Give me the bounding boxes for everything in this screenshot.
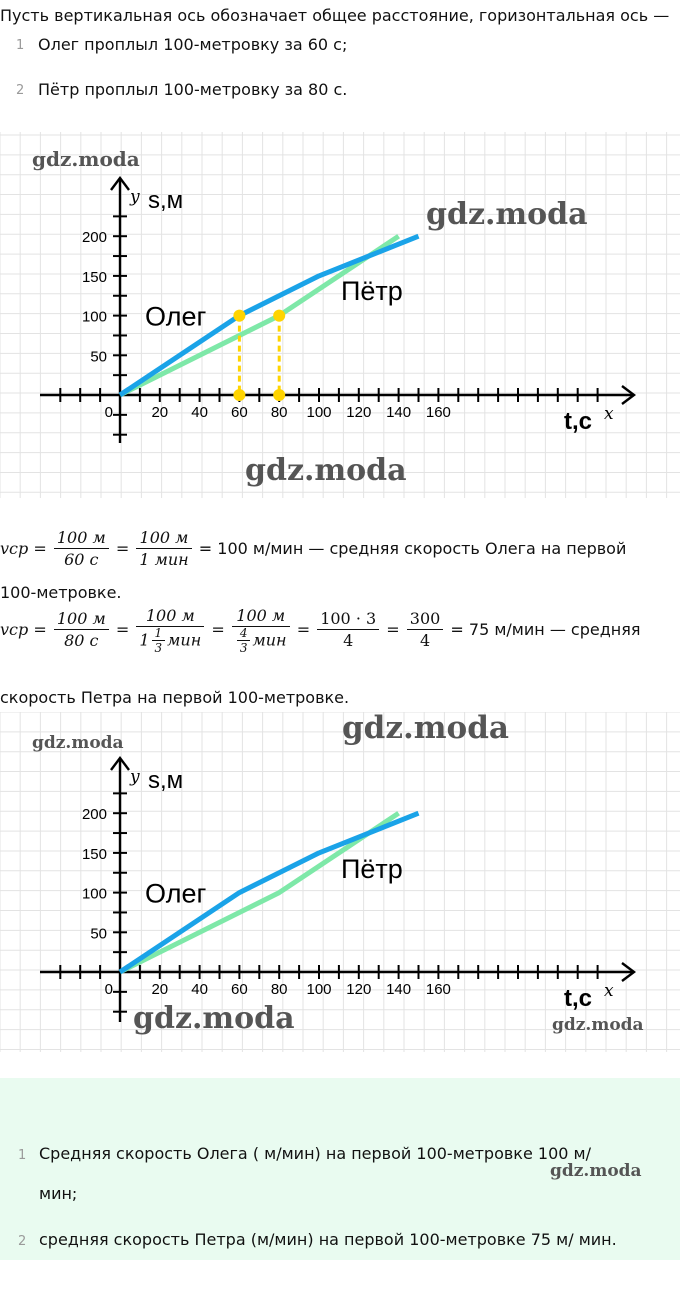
velocity-symbol: vср = (0, 539, 47, 558)
x-tick-label: 140 (386, 404, 412, 421)
x-tick-label: 60 (231, 981, 248, 998)
y-axis-letter: y (130, 187, 140, 207)
velocity-symbol: vср = (0, 620, 47, 639)
x-tick-label: 140 (386, 981, 412, 998)
list-item: Олег проплыл 100-метровку за 60 с; (38, 35, 348, 54)
distance-time-graph-1 (0, 132, 680, 498)
equation-continuation: 100-метровке. (0, 583, 122, 602)
x-axis-letter: x (604, 981, 614, 1001)
y-axis-label: s,м (148, 187, 184, 214)
answer-item: Средняя скорость Олега ( м/мин) на первой 100-метровке 100 м/ (39, 1144, 591, 1163)
y-tick-label: 150 (81, 268, 107, 286)
y-tick-label: 50 (90, 925, 107, 943)
marker-point (233, 310, 245, 322)
list-number: 2 (16, 83, 25, 98)
fraction: $\frac{300}{4}$ (407, 609, 444, 652)
equation-continuation: скорость Петра на первой 100-метровке. (0, 688, 350, 707)
watermark: gdz.moda (552, 1015, 644, 1035)
equation-text: = 75 м/мин — средняя (450, 620, 641, 639)
marker-point (273, 389, 285, 401)
list-number: 1 (16, 38, 25, 53)
origin-label: 0 (104, 981, 113, 998)
fraction: $\frac{100 м}{\text{1 мин}}$ (136, 528, 191, 571)
watermark: gdz.moda (32, 733, 124, 753)
y-tick-label: 200 (81, 229, 107, 247)
x-axis-letter: x (604, 404, 614, 424)
y-tick-label: 100 (81, 885, 107, 903)
equation-oleg: vср = $\frac{100 м}{60 с}$ = $\frac{100 м}{\text{1 мин}}$ = 100 м/мин — средняя скорость Олега на первой (0, 528, 627, 569)
y-tick-label: 50 (90, 348, 107, 366)
marker-point (273, 310, 285, 322)
y-tick-label: 150 (81, 845, 107, 863)
equation-text: = 100 м/мин — средняя скорость Олега на первой (198, 539, 627, 558)
series-label-petr: Пётр (341, 854, 403, 884)
x-tick-label: 120 (346, 981, 372, 998)
x-tick-label: 100 (306, 981, 332, 998)
fraction: $\frac{100 \cdot 3}{4}$ (317, 609, 379, 652)
series-label-petr: Пётр (341, 276, 403, 306)
y-tick-label: 200 (81, 806, 107, 824)
x-tick-label: 160 (425, 404, 451, 421)
fraction: 100 м 1 $\frac{1}{3}$ мин (136, 606, 204, 655)
x-tick-label: 20 (151, 981, 169, 998)
x-tick-label: 80 (270, 404, 288, 421)
series-label-oleg: Олег (145, 878, 207, 909)
intro-line: Пусть вертикальная ось обозначает общее расстояние, горизонтальная ось — (0, 6, 670, 25)
distance-time-graph-2 (0, 712, 680, 1052)
watermark: gdz.moda (32, 147, 140, 171)
y-tick-label: 100 (81, 308, 107, 326)
svg-text:gdz.moda: gdz.moda (550, 1161, 642, 1181)
fraction: 100 м $\frac{4}{3}$ мин (232, 606, 290, 655)
watermark: gdz.moda (133, 1001, 295, 1036)
x-tick-label: 160 (425, 981, 451, 998)
origin-label: 0 (104, 404, 113, 421)
watermark: gdz.moda (426, 197, 588, 232)
x-tick-label: 20 (151, 404, 169, 421)
series-label-oleg: Олег (145, 301, 207, 332)
watermark: gdz.moda (342, 712, 509, 746)
answer-item: средняя скорость Петра (м/мин) на первой 100-метровке 75 м/ мин. (39, 1230, 617, 1249)
list-number: 2 (18, 1234, 27, 1249)
x-tick-label: 40 (191, 981, 208, 998)
x-axis-label: t,с (564, 408, 593, 435)
x-axis-label: t,с (564, 985, 593, 1012)
equation-petr: vср = $\frac{100 м}{80 с}$ = 100 м 1 $\frac{1}{3}$ мин = 100 м $\frac{4}{3}$ мин = $\frac{100 \cdot 3}{4}$ = $\frac{300}{4}$ = 75 м/мин — средняя (0, 606, 641, 655)
answer-continuation: мин; (39, 1184, 78, 1203)
watermark: gdz.moda (245, 453, 407, 488)
fraction: $\frac{100 м}{60 с}$ (54, 528, 109, 571)
x-tick-label: 120 (346, 404, 372, 421)
x-tick-label: 60 (231, 404, 248, 421)
fraction: $\frac{100 м}{80 с}$ (54, 609, 109, 652)
y-axis-label: s,м (148, 767, 184, 794)
marker-point (233, 389, 245, 401)
list-item: Пётр проплыл 100-метровку за 80 с. (38, 80, 348, 99)
watermark (540, 1158, 660, 1182)
answer-box (0, 1078, 680, 1260)
x-tick-label: 80 (270, 981, 288, 998)
x-tick-label: 40 (191, 404, 208, 421)
list-number: 1 (18, 1148, 27, 1163)
x-tick-label: 100 (306, 404, 332, 421)
y-axis-letter: y (130, 767, 140, 787)
